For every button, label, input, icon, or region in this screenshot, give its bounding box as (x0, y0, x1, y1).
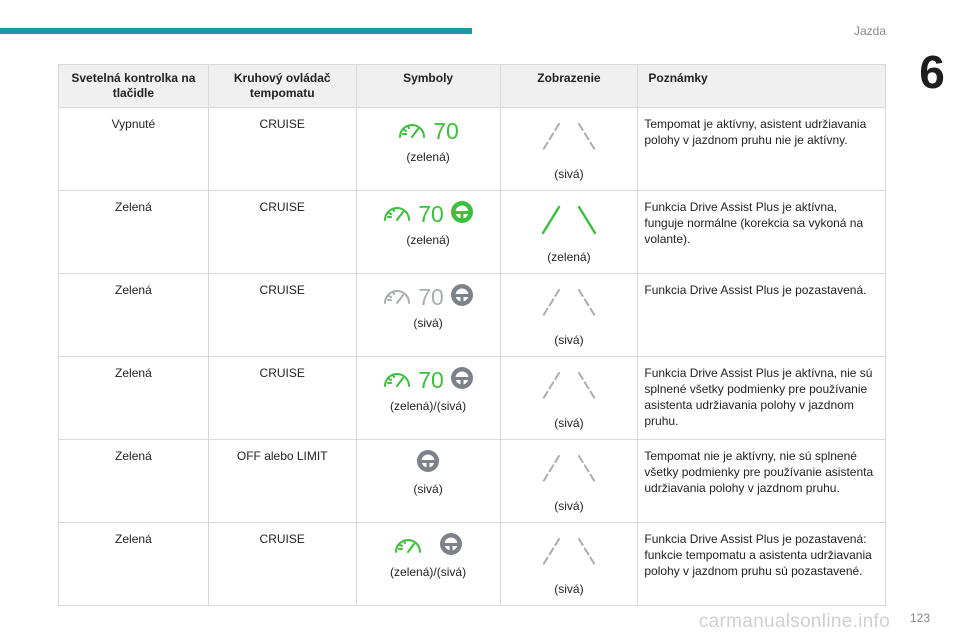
symbols-cell (356, 440, 500, 523)
lane-markings-icon (537, 286, 601, 324)
control-cell: CRUISE (208, 191, 356, 274)
top-accent-bar (0, 28, 472, 34)
display-cell (500, 357, 638, 440)
light-cell: Zelená (59, 191, 209, 274)
set-speed-value: 70 (418, 367, 444, 393)
display-cell (500, 108, 638, 191)
table-row (59, 357, 886, 440)
chapter-number: 6 (904, 40, 960, 104)
note-cell: Funkcia Drive Assist Plus je pozastavená: funkcie tempomatu a asistenta udržiavania polohy v jazdnom pruhu sú pozastavené. (638, 523, 886, 606)
table-row (59, 440, 886, 523)
set-speed-value: 70 (433, 118, 459, 144)
symbols-cell (356, 523, 500, 606)
display-caption: (sivá) (554, 499, 584, 513)
lane-markings-icon (537, 535, 601, 573)
display-caption: (zelená) (547, 250, 591, 264)
watermark: carmanualsonline.info (698, 611, 890, 632)
symbol-caption: (zelená)/(sivá) (390, 399, 467, 413)
table-row (59, 108, 886, 191)
table-row (59, 274, 886, 357)
light-cell: Vypnuté (59, 108, 209, 191)
table-row (59, 523, 886, 606)
display-cell (500, 523, 638, 606)
header-control: Kruhový ovládač tempomatu (208, 65, 356, 108)
lane-markings-icon (537, 369, 601, 407)
speedometer-icon (393, 532, 423, 560)
control-cell: CRUISE (208, 274, 356, 357)
light-cell: Zelená (59, 523, 209, 606)
note-cell: Funkcia Drive Assist Plus je aktívna, nie sú splnené všetky podmienky pre používanie asistenta udržiavania polohy v jazdnom pruhu. (638, 357, 886, 440)
symbols-cell (356, 357, 500, 440)
note-cell: Funkcia Drive Assist Plus je pozastavená. (638, 274, 886, 357)
control-cell: CRUISE (208, 357, 356, 440)
set-speed-value: 70 (418, 201, 444, 227)
display-caption: (sivá) (554, 416, 584, 430)
lane-markings-icon (537, 203, 601, 241)
symbols-cell (356, 191, 500, 274)
speedometer-icon (382, 200, 412, 228)
steering-wheel-icon (450, 366, 474, 394)
symbols-cell (356, 108, 500, 191)
symbol-caption: (zelená)/(sivá) (390, 565, 467, 579)
display-caption: (sivá) (554, 333, 584, 347)
cruise-control-table (58, 64, 886, 606)
steering-wheel-icon (450, 200, 474, 228)
control-cell: OFF alebo LIMIT (208, 440, 356, 523)
light-cell: Zelená (59, 357, 209, 440)
header-symbols: Symboly (356, 65, 500, 108)
speedometer-icon (397, 117, 427, 145)
table-row (59, 191, 886, 274)
table-header-row (59, 65, 886, 108)
control-cell: CRUISE (208, 523, 356, 606)
set-speed-value: 70 (418, 284, 444, 310)
lane-markings-icon (537, 120, 601, 158)
display-caption: (sivá) (554, 167, 584, 181)
display-cell (500, 191, 638, 274)
display-cell (500, 440, 638, 523)
control-cell: CRUISE (208, 108, 356, 191)
display-caption: (sivá) (554, 582, 584, 596)
speedometer-icon (382, 366, 412, 394)
header-light: Svetelná kontrolka na tlačidle (59, 65, 209, 108)
symbol-caption: (zelená) (406, 150, 450, 164)
symbol-caption: (sivá) (413, 482, 443, 496)
page-number: 123 (909, 611, 930, 625)
light-cell: Zelená (59, 274, 209, 357)
lane-markings-icon (537, 452, 601, 490)
speedometer-icon (382, 283, 412, 311)
note-cell: Tempomat nie je aktívny, nie sú splnené všetky podmienky pre používanie asistenta udržiavania polohy v jazdnom pruhu. (638, 440, 886, 523)
display-cell (500, 274, 638, 357)
steering-wheel-icon (439, 532, 463, 560)
symbol-caption: (sivá) (413, 316, 443, 330)
steering-wheel-icon (450, 283, 474, 311)
symbol-caption: (zelená) (406, 233, 450, 247)
section-label: Jazda (853, 24, 886, 38)
header-notes: Poznámky (638, 65, 886, 108)
steering-wheel-icon (416, 449, 440, 477)
header-display: Zobrazenie (500, 65, 638, 108)
note-cell: Tempomat je aktívny, asistent udržiavania polohy v jazdnom pruhu nie je aktívny. (638, 108, 886, 191)
symbols-cell (356, 274, 500, 357)
light-cell: Zelená (59, 440, 209, 523)
note-cell: Funkcia Drive Assist Plus je aktívna, funguje normálne (korekcia sa vykoná na volante). (638, 191, 886, 274)
